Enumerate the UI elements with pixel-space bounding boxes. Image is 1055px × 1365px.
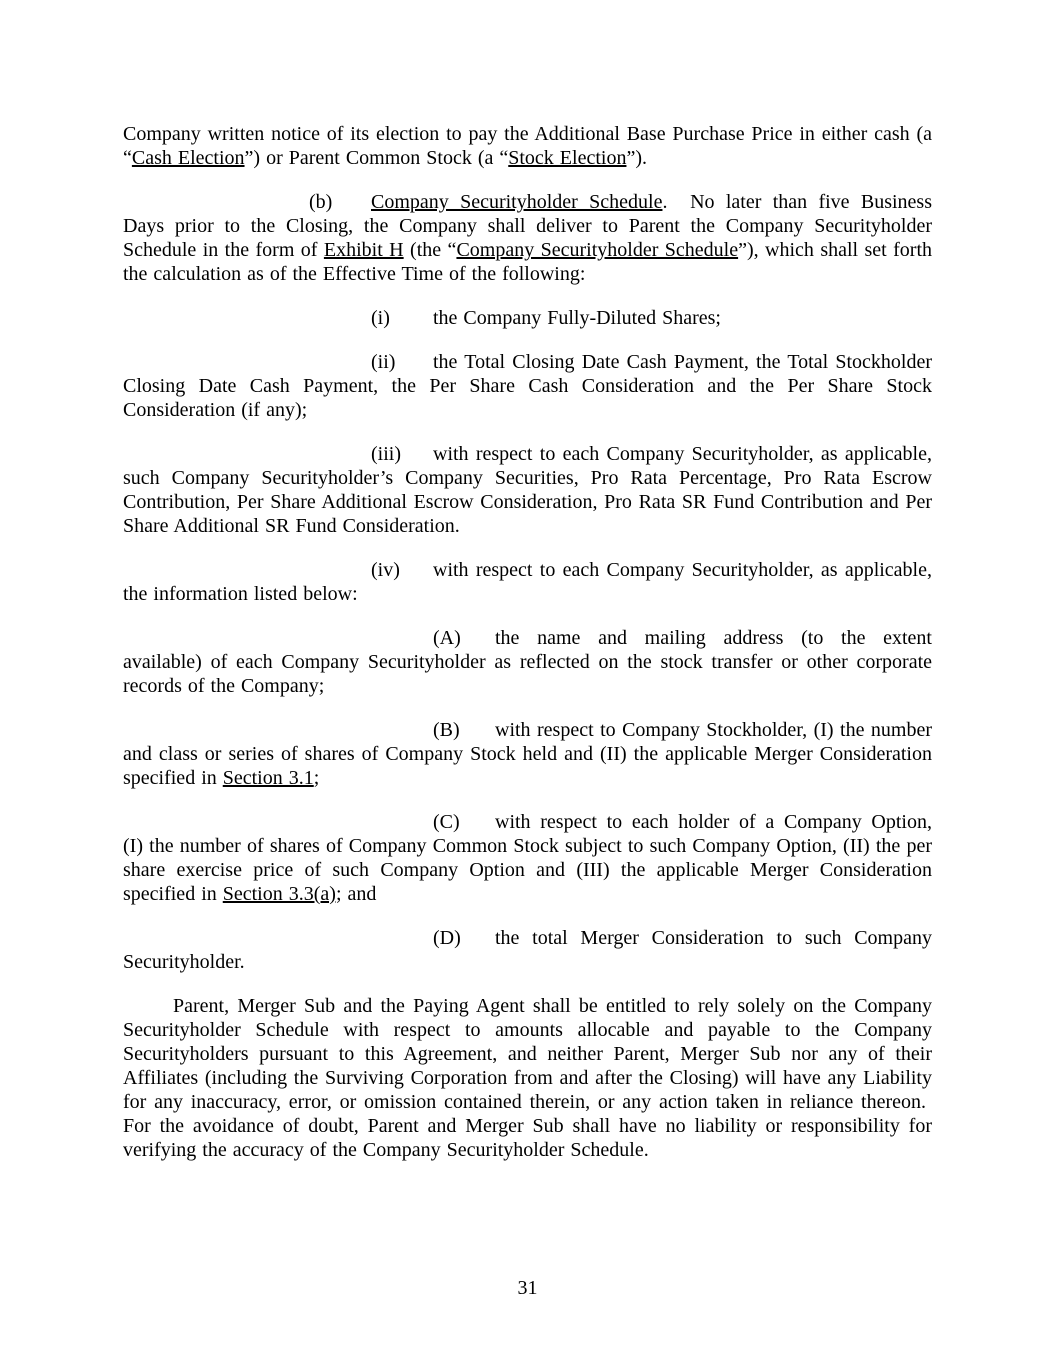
paragraph-letter-b [123, 718, 932, 790]
text-run: Parent, Merger Sub and the Paying Agent shall be entitled to rely solely on the Company Securityholder Schedule with respect to amounts allocable and payable to the Company Securityholders pursuant to this Agreement, and neither Parent, Merger Sub nor any of their Affiliates (including the Surviving Corporation from and after the Closing) will have any Liability for any inaccuracy, error, or omission contained therein, or any action taken in reliance thereon. For the avoidance of doubt, Parent and Merger Sub shall have no liability or responsibility for verifying the accuracy of the Company Securityholder Schedule. [123, 995, 932, 1161]
text-run: Company written notice of its election to pay the Additional Base Purchase Price in either cash (a “ [123, 123, 932, 169]
text-run: with respect to each holder of a Company Option, (I) the number of shares of Company Common Stock subject to such Company Option, (II) the per share exercise price of such Company Option and (III) the applicable Merger Consideration specified in [123, 811, 932, 905]
tab-spacer [123, 323, 371, 324]
letter-a-label: (A) [433, 627, 461, 649]
text-run: ; [313, 767, 320, 789]
defined-term-stock-election: Stock Election [508, 147, 627, 169]
text-run: ”) or Parent Common Stock (a “ [244, 147, 509, 169]
paragraph-intro-continuation [123, 122, 932, 170]
text-run: with respect to each Company Securityholder, as applicable, such Company Securityholder’s Company Securities, Pro Rata Percentage, Pro Rata Escrow Contribution, Per Share Additional Escrow Consideration, Pro Rata SR Fund Contribution and Per Share Additional SR Fund Consideration. [123, 443, 932, 537]
paragraph-letter-d [123, 926, 932, 974]
text-run: the Total Closing Date Cash Payment, the Total Stockholder Closing Date Cash Payment, the Per Share Cash Consideration and the Per Share Stock Consideration (if any); [123, 351, 932, 421]
romanette-ii-label: (ii) [371, 351, 396, 373]
document-body [123, 122, 932, 1182]
paragraph-romanette-ii [123, 350, 932, 422]
text-run: (the “ [403, 239, 457, 261]
page-number: 31 [517, 1277, 538, 1299]
romanette-iv-label: (iv) [371, 559, 400, 581]
paragraph-letter-c [123, 810, 932, 906]
paragraph-romanette-iv [123, 558, 932, 606]
text-run: the name and mailing address (to the extent available) of each Company Securityholder as reflected on the stock transfer or other corporate records of the Company; [123, 627, 932, 697]
letter-d-label: (D) [433, 927, 461, 949]
tab-spacer [123, 943, 433, 944]
exhibit-h-reference: Exhibit H [323, 239, 404, 261]
defined-term-cash-election: Cash Election [131, 147, 245, 169]
romanette-iii-label: (iii) [371, 443, 401, 465]
text-run: ”). [626, 147, 647, 169]
text-run: ”), which shall set forth the calculation as of the Effective Time of the following: [123, 239, 933, 285]
defined-term-company-securityholder-schedule: Company Securityholder Schedule [456, 239, 739, 261]
tab-spacer [123, 735, 433, 736]
text-run: the Company Fully-Diluted Shares; [433, 307, 721, 329]
tab-spacer [123, 575, 371, 576]
paragraph-letter-a [123, 626, 932, 698]
letter-b-label: (B) [433, 719, 460, 741]
text-run: with respect to each Company Securityholder, as applicable, the information listed below: [123, 559, 932, 605]
text-run: the total Merger Consideration to such Company Securityholder. [123, 927, 932, 973]
paragraph-closing [123, 994, 932, 1162]
section-3-3a-reference: Section 3.3(a) [222, 883, 336, 905]
tab-spacer [123, 367, 371, 368]
paragraph-romanette-iii [123, 442, 932, 538]
paragraph-clause-b [123, 190, 932, 286]
text-run: . No later than five Business Days prior to the Closing, the Company shall deliver to Parent the Company Securityholder Schedule in the form of [123, 191, 932, 261]
tab-spacer [123, 207, 309, 208]
letter-c-label: (C) [433, 811, 460, 833]
text-run: ; and [335, 883, 377, 905]
romanette-i-label: (i) [371, 307, 390, 329]
tab-spacer [123, 643, 433, 644]
tab-spacer [123, 827, 433, 828]
section-3-1-reference: Section 3.1 [222, 767, 314, 789]
paragraph-romanette-i [123, 306, 932, 330]
clause-b-heading: Company Securityholder Schedule [371, 191, 663, 213]
tab-spacer [123, 459, 371, 460]
clause-b-label: (b) [309, 191, 333, 213]
text-run: with respect to Company Stockholder, (I) the number and class or series of shares of Company Stock held and (II) the applicable Merger Consideration specified in [123, 719, 932, 789]
